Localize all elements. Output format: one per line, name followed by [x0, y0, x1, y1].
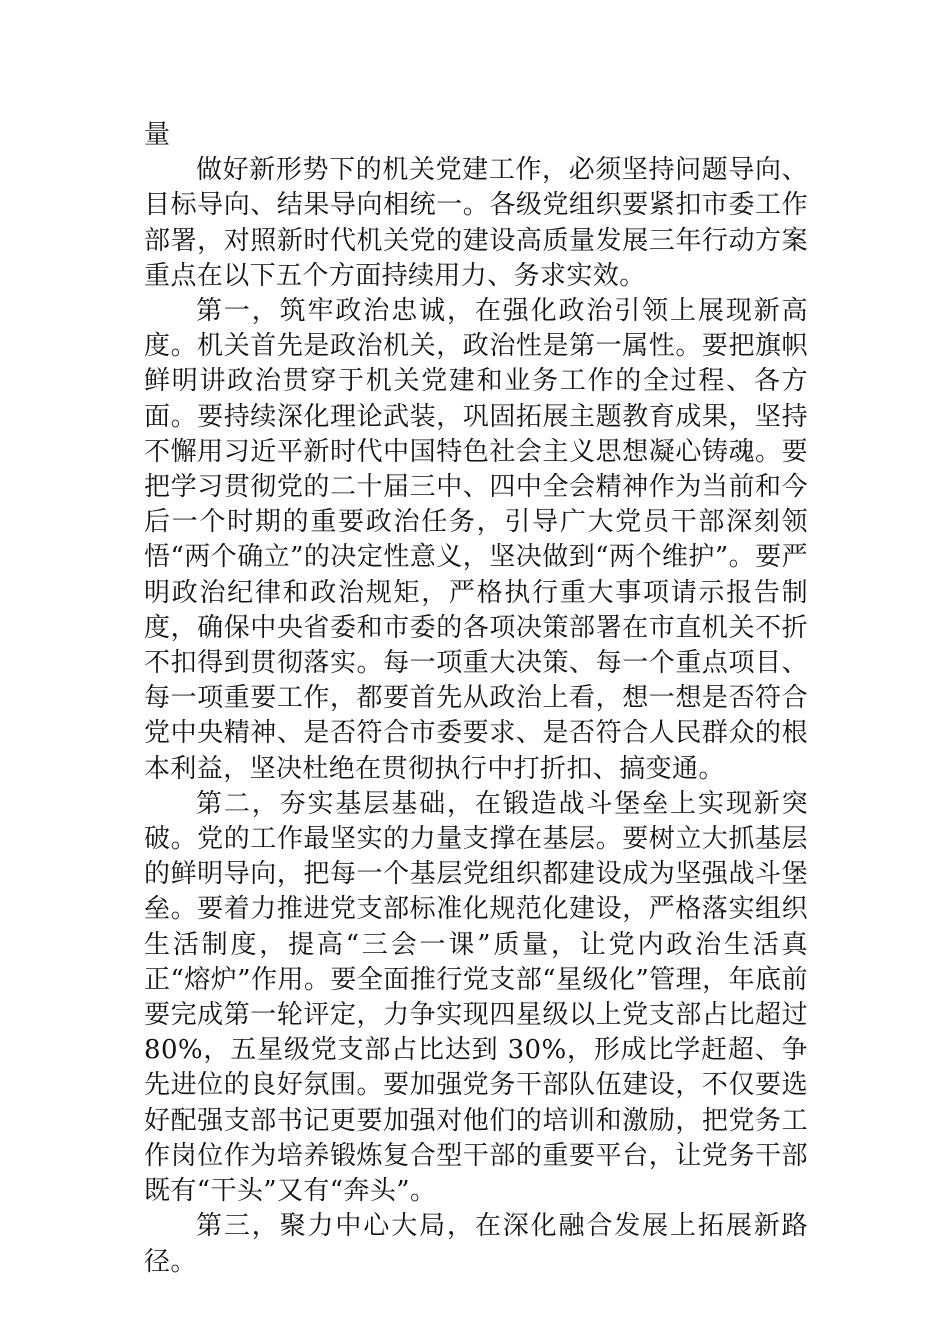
document-body	[144, 118, 808, 1280]
paragraph-first-point: 第一，筑牢政治忠诚，在强化政治引领上展现新高度。机关首先是政治机关，政治性是第一属性。要把旗帜鲜明讲政治贯穿于机关党建和业务工作的全过程、各方面。要持续深化理论武装，巩固拓展主题教育成果，坚持不懈用习近平新时代中国特色社会主义思想凝心铸魂。要把学习贯彻党的二十届三中、四中全会精神作为当前和今后一个时期的重要政治任务，引导广大党员干部深刻领悟“两个确立”的决定性意义，坚决做到“两个维护”。要严明政治纪律和政治规矩，严格执行重大事项请示报告制度，确保中央省委和市委的各项决策部署在市直机关不折不扣得到贯彻落实。每一项重大决策、每一个重点项目、每一项重要工作，都要首先从政治上看，想一想是否符合党中央精神、是否符合市委要求、是否符合人民群众的根本利益，坚决杜绝在贯彻执行中打折扣、搞变通。	[144, 296, 808, 784]
paragraph-continuation: 量	[144, 120, 171, 150]
paragraph-third-point: 第三，聚力中心大局，在深化融合发展上拓展新路径。	[144, 1211, 808, 1277]
paragraph-second-point: 第二，夯实基层基础，在锻造战斗堡垒上实现新突破。党的工作最坚实的力量支撑在基层。要树立大抓基层的鲜明导向，把每一个基层党组织都建设成为坚强战斗堡垒。要着力推进党支部标准化规范化建设，严格落实组织生活制度，提高“三会一课”质量，让党内政治生活真正“熔炉”作用。要全面推行党支部“星级化”管理，年底前要完成第一轮评定，力争实现四星级以上党支部占比超过 80%，五星级党支部占比达到 30%，形成比学赶超、争先进位的良好氛围。要加强党务干部队伍建设，不仅要选好配强支部书记更要加强对他们的培训和激励，把党务工作岗位作为培养锻炼复合型干部的重要平台，让党务干部既有“干头”又有“奔头”。	[144, 788, 808, 1207]
paragraph-intro: 做好新形势下的机关党建工作，必须坚持问题导向、目标导向、结果导向相统一。各级党组织要紧扣市委工作部署，对照新时代机关党的建设高质量发展三年行动方案重点在以下五个方面持续用力、务求实效。	[144, 155, 808, 291]
